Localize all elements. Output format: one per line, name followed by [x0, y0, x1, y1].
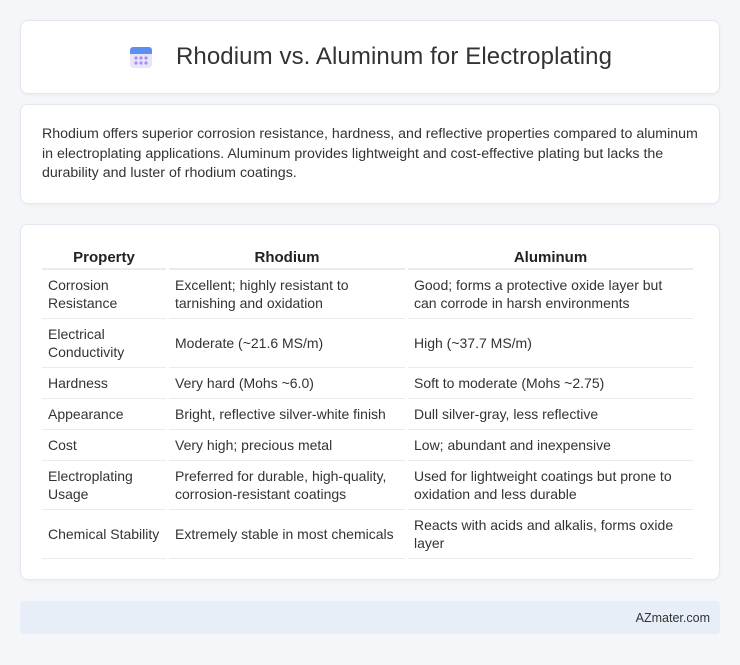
cell-aluminum: Reacts with acids and alkalis, forms oxide layer — [408, 510, 693, 559]
table-row — [42, 510, 693, 559]
cell-property: Electrical Conductivity — [42, 319, 166, 368]
cell-aluminum: Dull silver-gray, less reflective — [408, 399, 693, 430]
comparison-table — [39, 246, 696, 559]
cell-property: Corrosion Resistance — [42, 270, 166, 319]
table-row — [42, 461, 693, 510]
cell-property: Hardness — [42, 368, 166, 399]
cell-property: Chemical Stability — [42, 510, 166, 559]
cell-rhodium: Very hard (Mohs ~6.0) — [169, 368, 405, 399]
calendar-icon — [128, 44, 154, 70]
cell-rhodium: Extremely stable in most chemicals — [169, 510, 405, 559]
cell-property: Electroplating Usage — [42, 461, 166, 510]
cell-property: Cost — [42, 430, 166, 461]
intro-paragraph: Rhodium offers superior corrosion resistance, hardness, and reflective properties compared to aluminum in electroplating applications. Aluminum provides lightweight and cost-effective plating but lacks the durability and luster of rhodium coatings. — [42, 126, 698, 181]
comparison-card — [20, 224, 720, 580]
cell-rhodium: Moderate (~21.6 MS/m) — [169, 319, 405, 368]
footer-site-name: AZmater.com — [635, 610, 710, 625]
footer-bar — [20, 601, 720, 634]
table-row — [42, 399, 693, 430]
intro-card — [20, 104, 720, 204]
table-header-row — [42, 246, 693, 270]
title-card — [20, 20, 720, 94]
header-property: Property — [42, 246, 166, 270]
cell-aluminum: Soft to moderate (Mohs ~2.75) — [408, 368, 693, 399]
cell-aluminum: Good; forms a protective oxide layer but can corrode in harsh environments — [408, 270, 693, 319]
cell-aluminum: High (~37.7 MS/m) — [408, 319, 693, 368]
cell-rhodium: Preferred for durable, high-quality, corrosion-resistant coatings — [169, 461, 405, 510]
cell-aluminum: Low; abundant and inexpensive — [408, 430, 693, 461]
table-row — [42, 270, 693, 319]
table-row — [42, 368, 693, 399]
table-row — [42, 319, 693, 368]
cell-rhodium: Excellent; highly resistant to tarnishing and oxidation — [169, 270, 405, 319]
table-row — [42, 430, 693, 461]
cell-property: Appearance — [42, 399, 166, 430]
title-group — [128, 43, 612, 71]
header-aluminum: Aluminum — [408, 246, 693, 270]
cell-aluminum: Used for lightweight coatings but prone to oxidation and less durable — [408, 461, 693, 510]
header-rhodium: Rhodium — [169, 246, 405, 270]
page-title: Rhodium vs. Aluminum for Electroplating — [175, 43, 613, 70]
cell-rhodium: Bright, reflective silver-white finish — [169, 399, 405, 430]
cell-rhodium: Very high; precious metal — [169, 430, 405, 461]
